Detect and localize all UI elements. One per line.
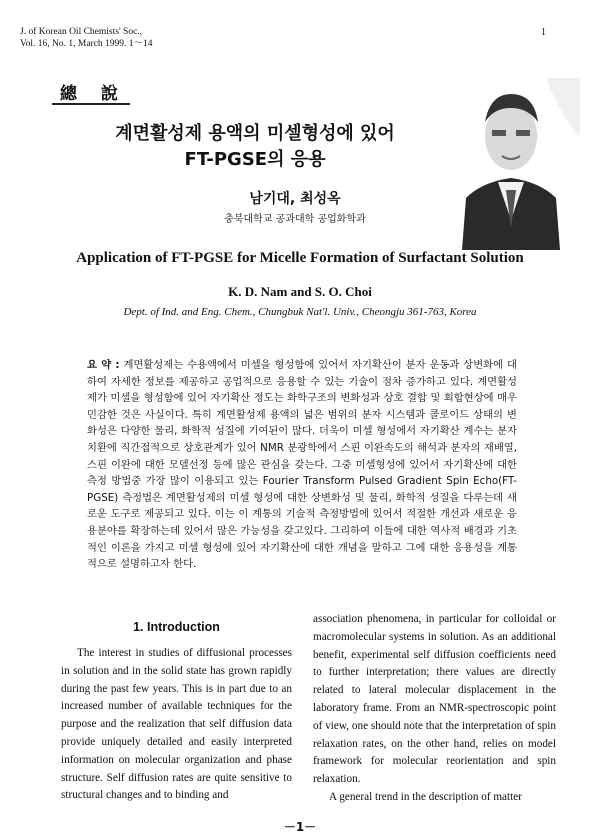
korean-affiliation: 충북대학교 공과대학 공업화학과 — [224, 214, 366, 225]
intro-paragraph-1-continued: association phenomena, in particular for colloidal or macromolecular systems in solution. As an additional benefit, experimental self diffusion coefficients need to further interpretation; there values are directly related to lateral molecular displacement in the laboratory frame. From an NMR-spectroscopic point of view, one should note that the interpretation of spin relaxation rates, on the other hand, relies on model framework for molecular reorientation and spin relaxation. — [313, 613, 556, 786]
page-number: 1 — [541, 27, 546, 38]
english-title: Application of FT-PGSE for Micelle Formation of Surfactant Solution — [76, 250, 524, 266]
journal-citation — [20, 27, 153, 50]
abstract-text: 계면활성제는 수용액에서 미셀을 형성함에 있어서 자기확산이 분자 운동과 상변화에 대하여 자세한 정보를 제공하고 공업적으로 응용할 수 있는 기술이 점차 증가하고 있다. 계면활성제가 미셀을 형성함에 있어 자기확산 정도는 화학구조의 변화성과 상호 결합 및 회합현상에 매우 민감한 것은 사실이다. 특히 계면활성제 용액의 넓은 범위의 분자 시스템과 콜로이드 상태의 변화성은 다양한 물리, 화학적 성질에 기여된이 많다. 더욱이 미셀 형성에서 자기확산 계수는 분자 치환에 직간접적으로 상호관계가 있어 NMR 분광학에서 스핀 이완속도의 해석과 분자의 재배열, 스핀 이완에 대한 모델선정 등에 많은 관심을 갖는다. 그중 미셀형성에 있어서 자기확산에 대한 측정 방법중 가장 많이 이용되고 있는 Fourier Transform Pulsed Gradient Spin Echo(FT-PGSE) 측정법은 계면활성제의 미셀 형성에 대한 상변화성 및 물리, 화학적 성질을 다루는데 새로운 도구로 제공되고 있다. 이는 이 계통의 기술적 측정방법에 있어서 적절한 개선과 새로운 응용분야를 확장하는데 있어서 많은 가능성을 갖고있다. 그리하여 이들에 대한 역사적 배경과 기초적인 이론을 가지고 미셀 형성에 있어 자기확산에 대한 개념을 말하고 그에 대한 응용성을 계통적으로 설명하고자 한다. — [87, 359, 517, 571]
footer-page-number: －1－ — [283, 820, 317, 834]
korean-abstract — [87, 357, 517, 573]
introduction-heading: 1. Introduction — [133, 620, 220, 634]
right-column — [313, 611, 556, 807]
korean-title-line-1: 계면활성제 용액의 미셀형성에 있어 — [115, 123, 395, 144]
english-authors: K. D. Nam and S. O. Choi — [228, 284, 372, 299]
left-column — [61, 645, 292, 805]
section-label: 總 說 — [60, 84, 127, 104]
journal-line-2: Vol. 16, No. 1, March 1999. 1～14 — [20, 38, 153, 49]
section-underline — [52, 103, 130, 105]
korean-title-line-2: FT-PGSE의 응용 — [184, 149, 326, 170]
korean-authors: 남기대, 최성옥 — [249, 191, 341, 207]
english-affiliation: Dept. of Ind. and Eng. Chem., Chungbuk Nat'l. Univ., Cheongju 361-763, Korea — [123, 306, 477, 318]
journal-line-1: J. of Korean Oil Chemists' Soc., — [20, 27, 143, 37]
korean-title — [90, 121, 420, 173]
intro-paragraph-1: The interest in studies of diffusional processes in solution and in the solid state has grown rapidly during the past few years. This is in part due to an increased number of available techniques for the purpose and the realization that self diffusion data provide uniquely detailed and easily interpreted information on molecular organization and phase structure. Self diffusion rates are quite sensitive to structural changes and to binding and — [61, 647, 292, 802]
abstract-label: 요 약 : — [87, 359, 120, 371]
author-photo — [442, 78, 580, 250]
intro-paragraph-2: A general trend in the description of matter — [329, 790, 522, 803]
